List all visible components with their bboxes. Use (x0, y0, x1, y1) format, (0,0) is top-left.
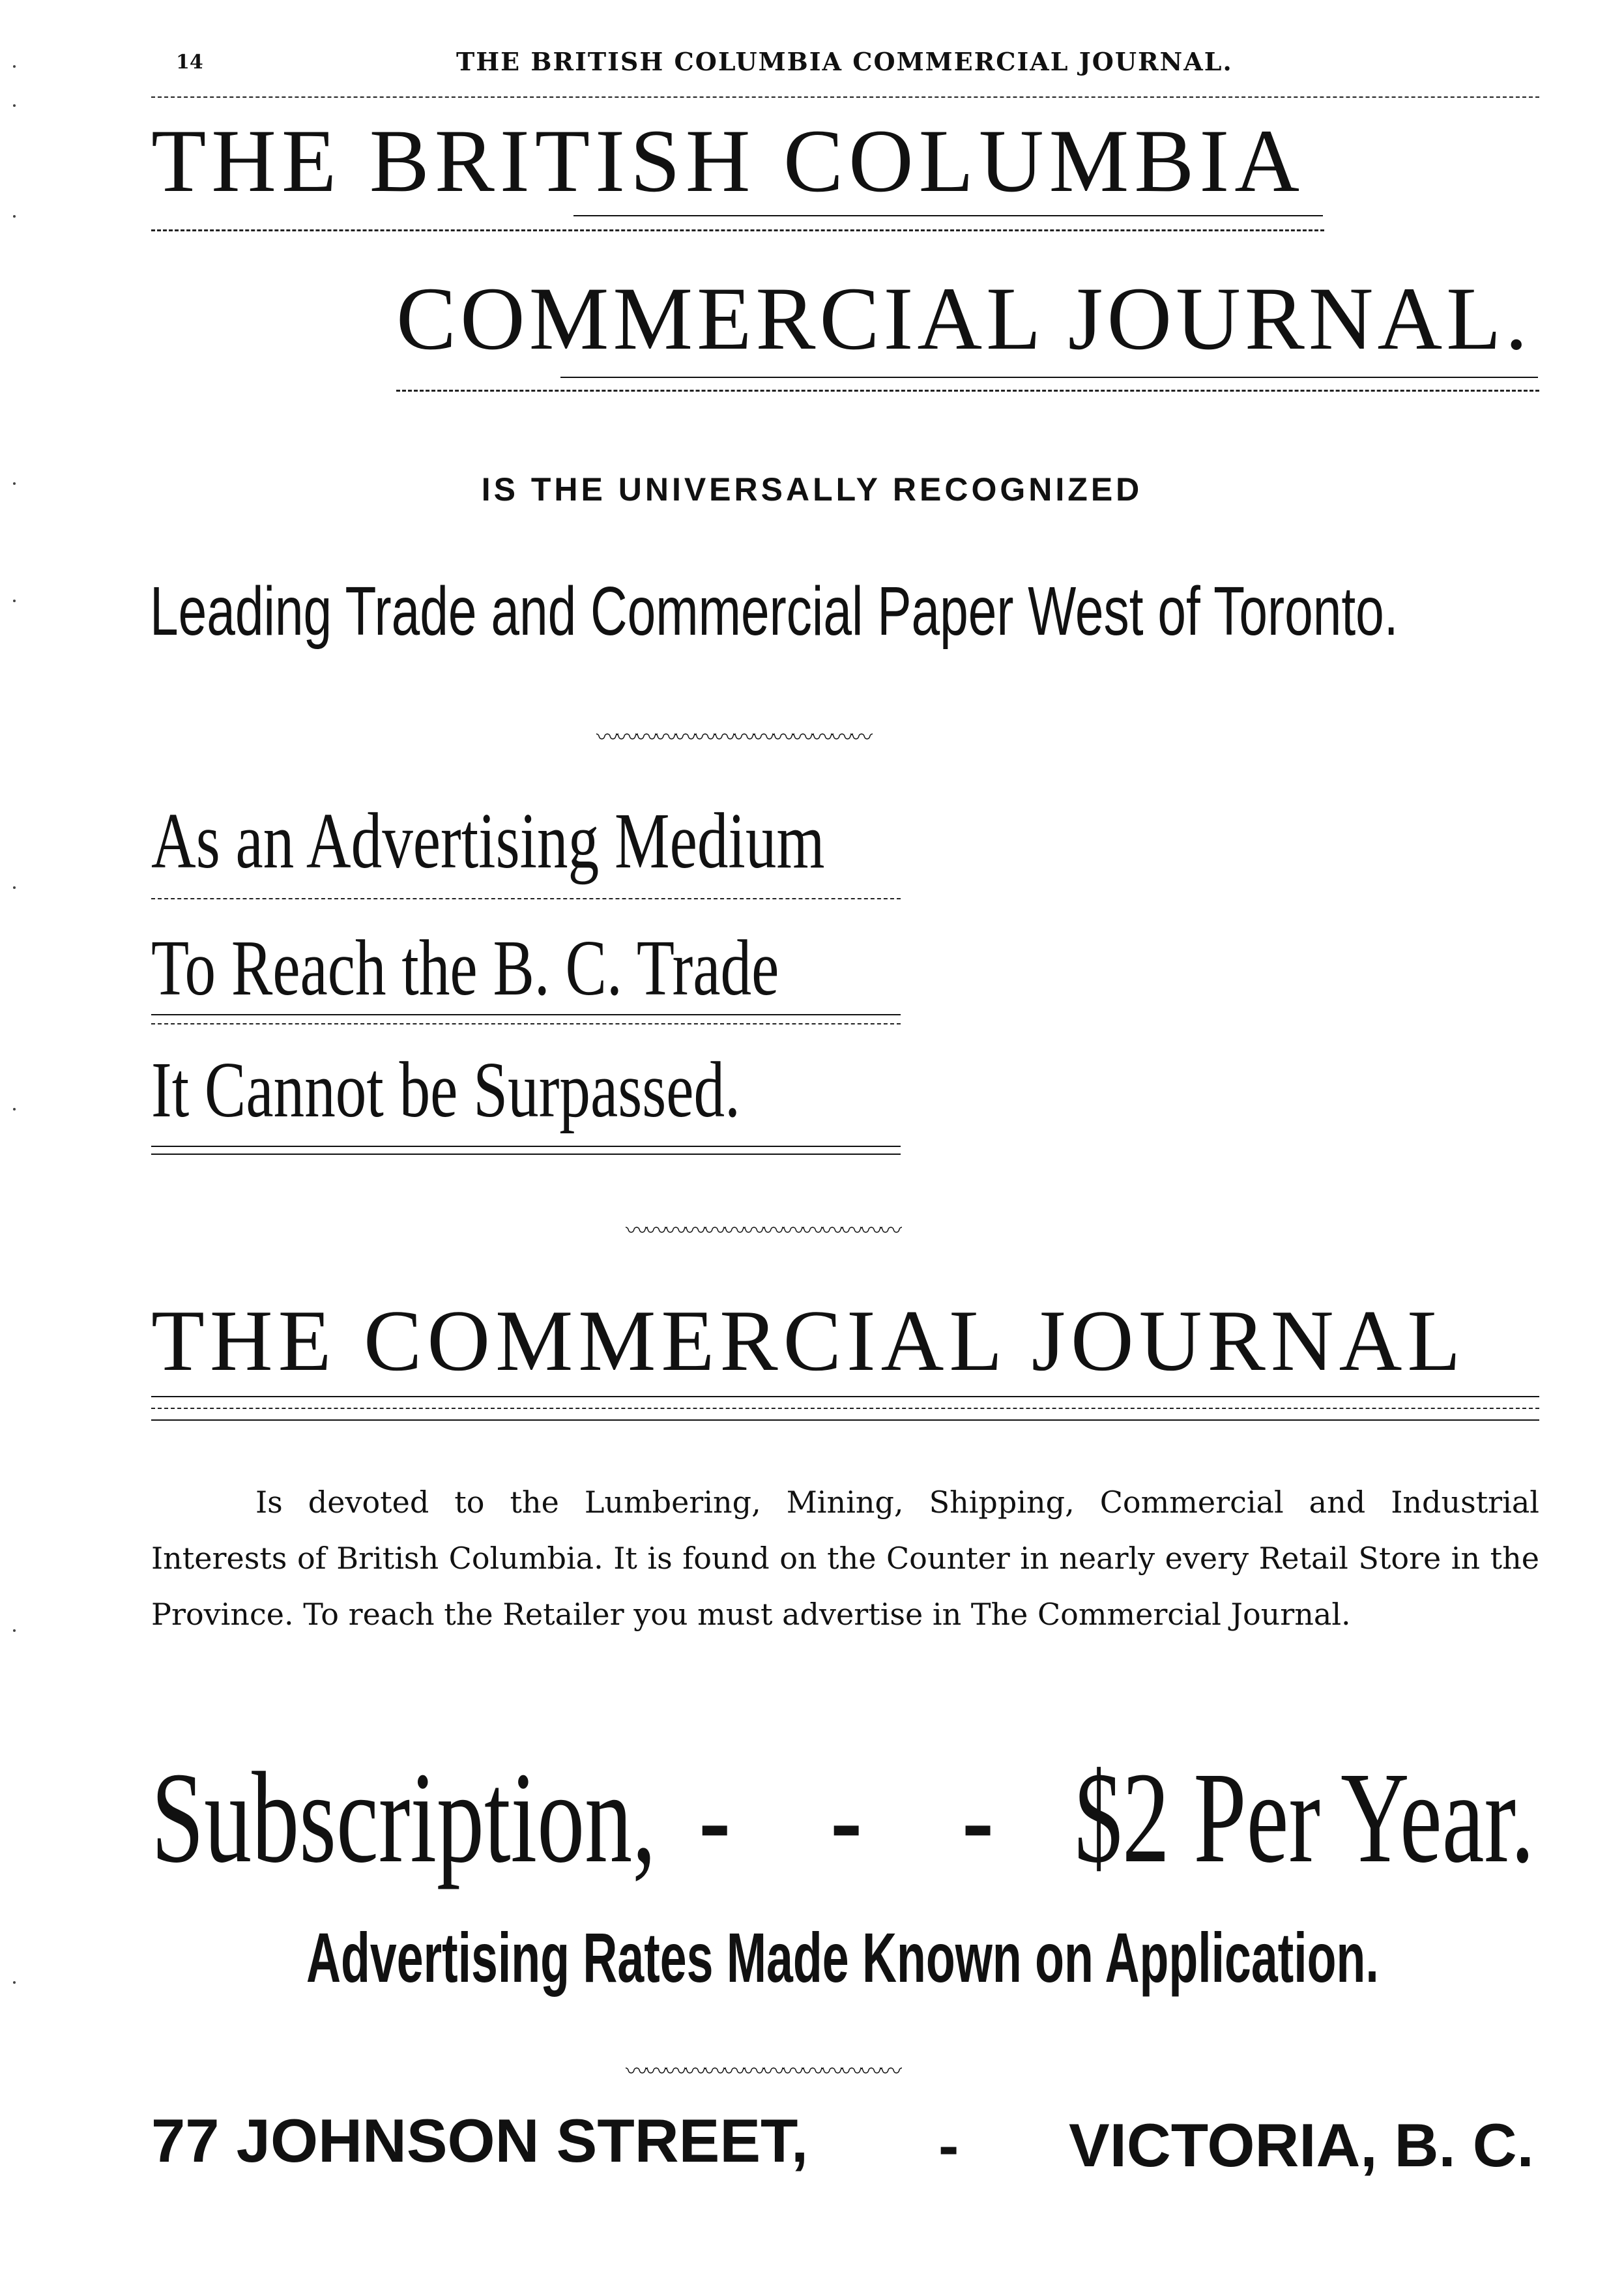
masthead-rule-1b (573, 215, 1323, 216)
address-dash: - (938, 2111, 959, 2179)
masthead-line-2: COMMERCIAL JOURNAL. (396, 269, 1531, 368)
ornament-squiggle-1: 〰〰〰〰〰〰〰〰〰〰〰〰〰〰 (596, 725, 870, 751)
margin-speck (13, 482, 16, 485)
margin-speck (13, 1629, 16, 1632)
journal-rule-2 (151, 1408, 1539, 1409)
rates-line: Advertising Rates Made Known on Application. (306, 1918, 1379, 1997)
address-city: VICTORIA, B. C. (1069, 2111, 1534, 2179)
margin-speck (13, 65, 16, 68)
recognized-line: IS THE UNIVERSALLY RECOGNIZED (481, 471, 1143, 508)
masthead-rule-2b (560, 377, 1538, 378)
ornament-squiggle-2: 〰〰〰〰〰〰〰〰〰〰〰〰〰〰 (626, 1218, 899, 1244)
ornament-squiggle-3: 〰〰〰〰〰〰〰〰〰〰〰〰〰〰 (626, 2059, 899, 2085)
medium-rule-2b (151, 1014, 901, 1015)
journal-rule-1 (151, 1396, 1539, 1397)
running-head: THE BRITISH COLUMBIA COMMERCIAL JOURNAL. (456, 47, 1233, 76)
masthead-rule-2 (396, 390, 1539, 392)
medium-line-2: To Reach the B. C. Trade (151, 924, 779, 1012)
journal-rule-3 (151, 1419, 1539, 1421)
margin-speck (13, 104, 16, 107)
devoted-paragraph: Is devoted to the Lumbering, Mining, Shipping, Commercial and Industrial Interests of British Columbia. It is found on the Counter in nearly every Retail Store in the Province. To reach the Retailer you must advertise in The Commercial Journal. (151, 1485, 1539, 1632)
leading-paper-line: Leading Trade and Commercial Paper West of Toronto. (150, 573, 1399, 650)
header-rule (151, 96, 1539, 98)
medium-rule-1 (151, 898, 901, 899)
page-number: 14 (176, 51, 203, 74)
medium-rule-3b (151, 1154, 901, 1155)
subscription-line (151, 1746, 1535, 1890)
journal-heading: THE COMMERCIAL JOURNAL (151, 1292, 1466, 1389)
medium-rule-2 (151, 1023, 901, 1024)
margin-speck (13, 215, 16, 218)
medium-line-3: It Cannot be Surpassed. (151, 1046, 740, 1134)
medium-line-1: As an Advertising Medium (151, 797, 825, 885)
masthead-rule-1 (151, 229, 1324, 231)
margin-speck (13, 600, 16, 602)
address-street: 77 JOHNSON STREET, (151, 2106, 809, 2175)
margin-speck (13, 1981, 16, 1984)
subscription-label: Subscription, (151, 1746, 656, 1890)
masthead-line-1: THE BRITISH COLUMBIA (151, 111, 1305, 211)
margin-speck (13, 886, 16, 889)
medium-rule-3 (151, 1146, 901, 1147)
subscription-dashes: - - - (699, 1746, 1032, 1890)
subscription-price: $2 Per Year. (1074, 1746, 1535, 1890)
margin-speck (13, 1108, 16, 1111)
